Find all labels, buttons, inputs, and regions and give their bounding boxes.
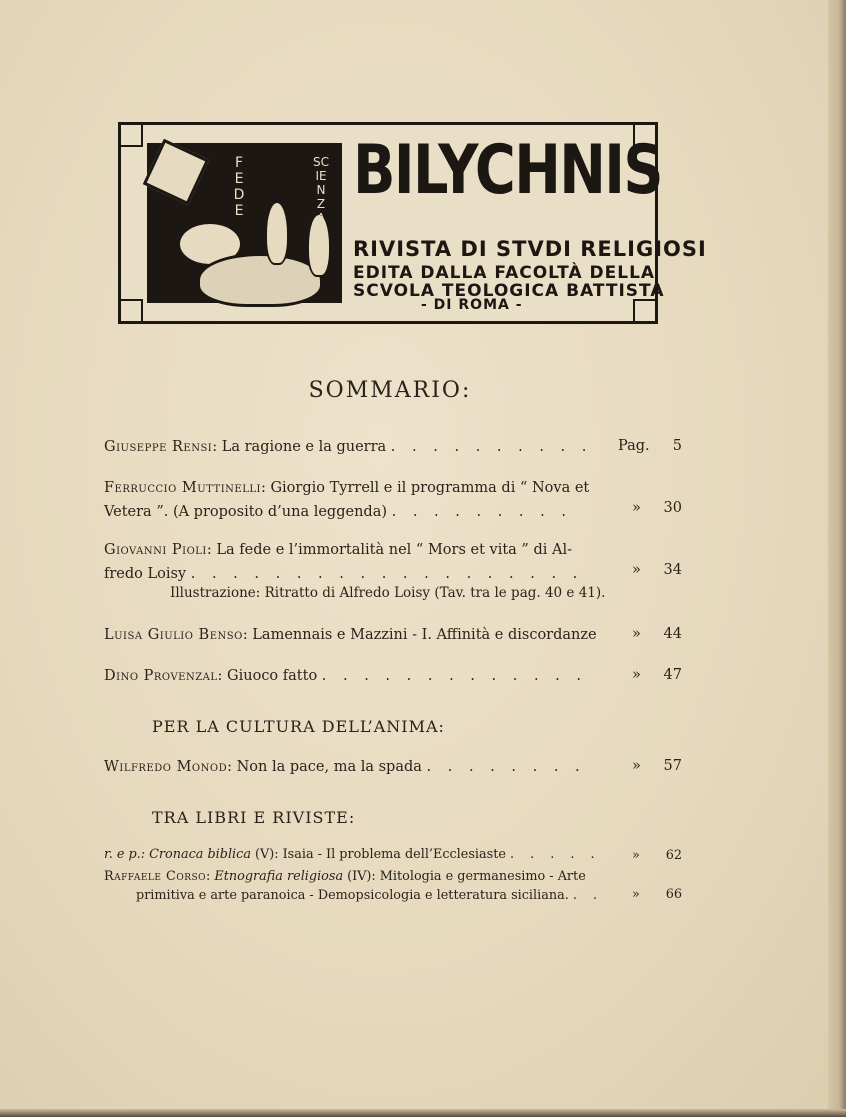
ditto-mark: » [632, 667, 641, 683]
ditto-mark: » [632, 562, 641, 578]
page-edge [828, 0, 846, 1117]
corner-ornament [119, 123, 143, 147]
toc-entry [104, 664, 644, 688]
ditto-mark: » [632, 626, 641, 642]
leader-dots: . . . . . . . . . . . . . . . . . . . [190, 566, 584, 582]
leader-dots: . . . . . . . . . . . . . [321, 668, 588, 684]
toc-entry [104, 538, 644, 586]
lamp-illustration [147, 143, 342, 303]
ditto-mark: » [632, 500, 641, 516]
page-number: 44 [663, 626, 682, 642]
toc-entry [104, 476, 644, 524]
corner-ornament [119, 299, 143, 323]
lantern-icon [143, 139, 209, 205]
ditto-mark: » [632, 848, 640, 863]
toc-entry [104, 845, 644, 864]
leader-dots: . . . . . . . . . . [390, 439, 593, 455]
oil-lamp-icon [197, 253, 323, 307]
page-number: 34 [663, 562, 682, 578]
page-title: SOMMARIO: [308, 378, 472, 403]
masthead-line: EDITA DALLA FACOLTÀ DELLA [353, 263, 656, 283]
flame-icon [265, 201, 289, 265]
leader-dots: . . . . . . . . . [391, 504, 572, 520]
entry-title: (IV): Mitologia e germanesimo - Arte [343, 869, 586, 884]
entry-author: Dino Provenzal [104, 668, 218, 684]
toc-entry [104, 435, 644, 459]
entry-author: Giovanni Pioli [104, 542, 207, 558]
entry-title: : Lamennais e Mazzini - I. Affinità e discordanze [242, 627, 597, 643]
masthead-subtitle: RIVISTA DI STVDI RELIGIOSI [353, 237, 707, 261]
entry-title: : Giuoco fatto [217, 668, 318, 684]
toc-entry [104, 867, 624, 905]
illustration-note: Illustrazione: Ritratto di Alfredo Loisy (Tav. tra le pag. 40 e 41). [170, 585, 606, 601]
entry-title: : Non la pace, ma la spada [227, 759, 422, 775]
entry-title-cont: fredo Loisy [104, 566, 187, 582]
bottom-edge [0, 1109, 846, 1117]
entry-title: (V): Isaia - Il problema dell’Ecclesiaste [250, 847, 506, 862]
page-number: 66 [665, 887, 682, 902]
entry-title: : La fede e l’immortalità nel “ Mors et vita ” di Al- [206, 542, 572, 558]
entry-work-title: Etnografia religiosa [214, 869, 344, 884]
masthead-line: SCVOLA TEOLOGICA BATTISTA [353, 281, 665, 301]
ditto-mark: » [632, 887, 640, 902]
leader-dots: . . . . . . . . [426, 759, 586, 775]
page-number: 57 [663, 758, 682, 774]
corner-ornament [633, 299, 657, 323]
fede-label: FEDE [233, 155, 245, 219]
entry-author: Luisa Giulio Benso [104, 627, 243, 643]
entry-title: : La ragione e la guerra [212, 439, 387, 455]
scienza-label: SCIENZA [313, 155, 329, 225]
entry-author: Ferruccio Muttinelli [104, 480, 261, 496]
leader-dots: . . [572, 888, 604, 903]
toc-entry [104, 755, 644, 779]
entry-sep: : [206, 869, 215, 884]
entry-work-title: Cronaca biblica [149, 847, 251, 862]
entry-author: Giuseppe Rensi [104, 439, 213, 455]
entry-author: Raffaele Corso [104, 869, 207, 884]
ditto-mark: » [632, 758, 641, 774]
leader-dots: . . . . . [510, 847, 601, 862]
page-number: 47 [663, 667, 682, 683]
section-heading: PER LA CULTURA DELL’ANIMA: [152, 717, 445, 736]
masthead-logo [118, 122, 707, 324]
page-prefix: Pag. [618, 438, 650, 454]
page-number: 62 [665, 848, 682, 863]
page-number: 30 [663, 500, 682, 516]
brand-title: BILYCHNIS [353, 131, 662, 210]
entry-title-cont: primitiva e arte paranoica - Demopsicologia e letteratura siciliana. [136, 888, 569, 903]
page-number: 5 [672, 438, 682, 454]
masthead-line: - DI ROMA - [421, 297, 523, 313]
entry-title: : Giorgio Tyrrell e il programma di “ Nova et [260, 480, 590, 496]
section-heading: TRA LIBRI E RIVISTE: [152, 808, 356, 827]
entry-title-cont: Vetera ”. (A proposito d’una leggenda) [104, 504, 387, 520]
toc-entry [104, 623, 634, 647]
entry-author: r. e p.: [104, 847, 146, 862]
entry-author: Wilfredo Monod [104, 759, 228, 775]
